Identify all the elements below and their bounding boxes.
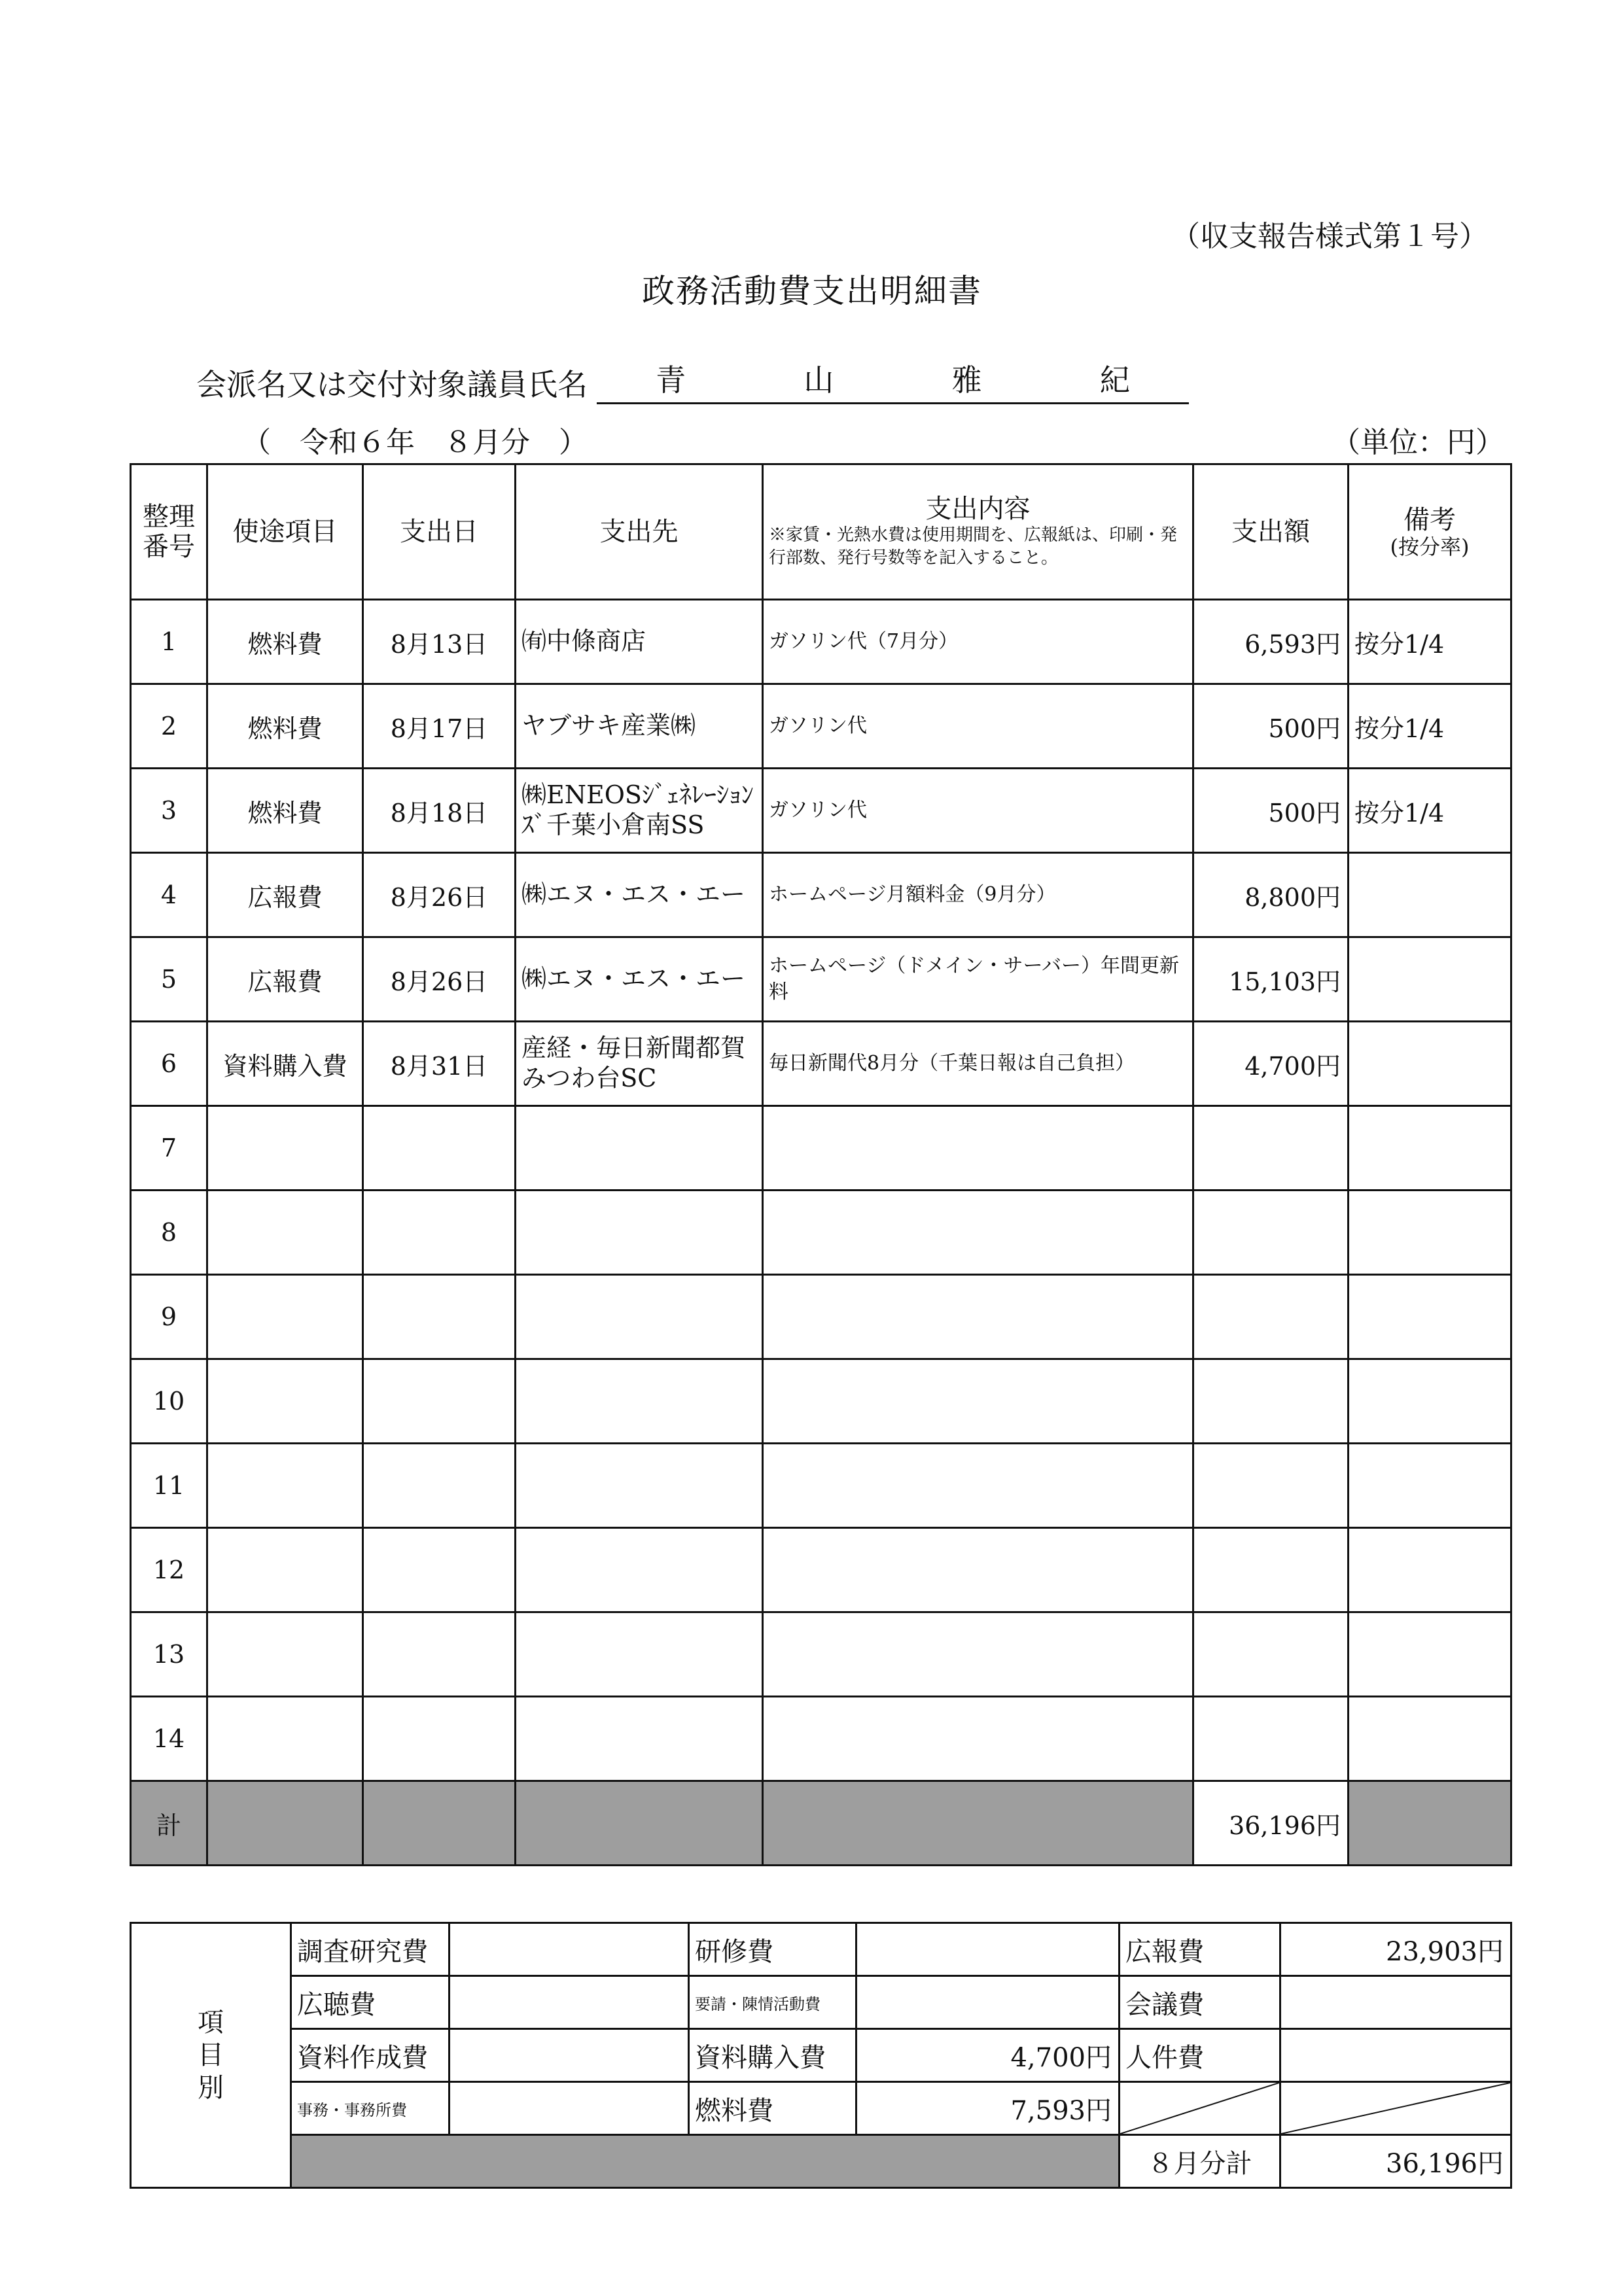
row-payee xyxy=(516,1444,763,1528)
table-row xyxy=(131,853,1511,937)
row-amount xyxy=(1193,1359,1349,1444)
row-number: 13 xyxy=(131,1612,207,1697)
table-header-row xyxy=(131,464,1511,600)
summary-label: 研修費 xyxy=(689,1923,856,1976)
summary-row xyxy=(131,1976,1511,2029)
row-content xyxy=(763,1191,1193,1275)
table-cell xyxy=(1349,1781,1511,1866)
row-amount: 4,700円 xyxy=(1193,1022,1349,1106)
row-category xyxy=(207,1444,363,1528)
row-amount xyxy=(1193,1275,1349,1359)
row-content xyxy=(763,1444,1193,1528)
summary-row xyxy=(131,2029,1511,2082)
row-category: 広報費 xyxy=(207,937,363,1022)
row-payee: ㈱ENEOSｼﾞｪﾈﾚｰｼｮﾝｽﾞ千葉小倉南SS xyxy=(516,769,763,853)
row-date xyxy=(363,1697,516,1781)
report-period: （ 令和６年 ８月分 ） xyxy=(242,426,588,459)
summary-label: 人件費 xyxy=(1120,2029,1280,2082)
row-payee: ㈱エヌ・エス・エー xyxy=(516,853,763,937)
table-row xyxy=(131,1444,1511,1528)
row-amount: 500円 xyxy=(1193,684,1349,769)
row-date xyxy=(363,1528,516,1612)
row-remarks xyxy=(1349,1697,1511,1781)
summary-label: 会議費 xyxy=(1120,1976,1280,2029)
summary-value xyxy=(856,1923,1120,1976)
row-category xyxy=(207,1697,363,1781)
row-remarks xyxy=(1349,1022,1511,1106)
summary-label: 事務・事務所費 xyxy=(291,2082,450,2135)
col-header-category: 使途項目 xyxy=(207,464,363,600)
row-content: ホームページ（ドメイン・サーバー）年間更新料 xyxy=(763,937,1193,1022)
summary-label: 広聴費 xyxy=(291,1976,450,2029)
table-cell xyxy=(207,1781,363,1866)
row-category xyxy=(207,1106,363,1191)
total-row xyxy=(131,1781,1511,1866)
row-remarks xyxy=(1349,1359,1511,1444)
summary-value: 4,700円 xyxy=(856,2029,1120,2082)
member-name-label: 会派名又は交付対象議員氏名 xyxy=(196,367,588,402)
member-name-char: 青 xyxy=(656,362,686,398)
row-remarks xyxy=(1349,853,1511,937)
summary-label: 資料購入費 xyxy=(689,2029,856,2082)
row-date xyxy=(363,1612,516,1697)
col-header-payee: 支出先 xyxy=(516,464,763,600)
row-remarks: 按分1/4 xyxy=(1349,684,1511,769)
row-date: 8月13日 xyxy=(363,600,516,684)
summary-value: 7,593円 xyxy=(856,2082,1120,2135)
row-remarks: 按分1/4 xyxy=(1349,769,1511,853)
table-row xyxy=(131,1528,1511,1612)
row-number: 10 xyxy=(131,1359,207,1444)
row-payee xyxy=(516,1612,763,1697)
content-header-title: 支出内容 xyxy=(925,493,1031,524)
row-category xyxy=(207,1612,363,1697)
row-remarks xyxy=(1349,1444,1511,1528)
summary-value xyxy=(450,2029,689,2082)
row-number: 6 xyxy=(131,1022,207,1106)
summary-value xyxy=(856,1976,1120,2029)
row-date xyxy=(363,1444,516,1528)
summary-total-row xyxy=(131,2135,1511,2188)
row-category: 燃料費 xyxy=(207,600,363,684)
row-amount xyxy=(1193,1612,1349,1697)
row-payee xyxy=(516,1191,763,1275)
row-payee xyxy=(516,1359,763,1444)
col-header-date: 支出日 xyxy=(363,464,516,600)
row-category xyxy=(207,1359,363,1444)
col-header-amount: 支出額 xyxy=(1193,464,1349,600)
row-date xyxy=(363,1359,516,1444)
crossed-out-cell xyxy=(1120,2082,1280,2135)
summary-value xyxy=(450,1976,689,2029)
monthly-total-label: ８月分計 xyxy=(1120,2135,1280,2188)
row-amount xyxy=(1193,1191,1349,1275)
table-row xyxy=(131,1022,1511,1106)
row-category: 資料購入費 xyxy=(207,1022,363,1106)
row-amount: 15,103円 xyxy=(1193,937,1349,1022)
row-category: 燃料費 xyxy=(207,769,363,853)
row-content: 毎日新聞代8月分（千葉日報は自己負担） xyxy=(763,1022,1193,1106)
diagonal-strike-icon xyxy=(1281,2083,1510,2134)
crossed-out-cell xyxy=(1280,2082,1511,2135)
table-cell xyxy=(363,1781,516,1866)
row-payee: ㈲中條商店 xyxy=(516,600,763,684)
summary-label: 調査研究費 xyxy=(291,1923,450,1976)
summary-value: 23,903円 xyxy=(1280,1923,1511,1976)
row-number: 8 xyxy=(131,1191,207,1275)
member-name-field xyxy=(597,357,1189,404)
row-payee xyxy=(516,1697,763,1781)
member-name-row xyxy=(196,357,1189,404)
summary-row xyxy=(131,1923,1511,1976)
table-row xyxy=(131,769,1511,853)
row-amount: 8,800円 xyxy=(1193,853,1349,937)
row-number: 7 xyxy=(131,1106,207,1191)
row-date: 8月26日 xyxy=(363,853,516,937)
total-amount: 36,196円 xyxy=(1193,1781,1349,1866)
row-date xyxy=(363,1106,516,1191)
table-row xyxy=(131,684,1511,769)
row-number: 2 xyxy=(131,684,207,769)
document-title: 政務活動費支出明細書 xyxy=(642,272,982,310)
table-row xyxy=(131,1275,1511,1359)
row-number: 12 xyxy=(131,1528,207,1612)
row-payee: 産経・毎日新聞都賀みつわ台SC xyxy=(516,1022,763,1106)
summary-value xyxy=(1280,2029,1511,2082)
row-payee: ㈱エヌ・エス・エー xyxy=(516,937,763,1022)
row-number: 11 xyxy=(131,1444,207,1528)
row-content xyxy=(763,1275,1193,1359)
row-date: 8月18日 xyxy=(363,769,516,853)
row-content: ガソリン代 xyxy=(763,769,1193,853)
row-amount xyxy=(1193,1697,1349,1781)
row-content xyxy=(763,1528,1193,1612)
summary-value xyxy=(1280,1976,1511,2029)
row-date: 8月17日 xyxy=(363,684,516,769)
row-remarks xyxy=(1349,1191,1511,1275)
row-category xyxy=(207,1528,363,1612)
table-row xyxy=(131,937,1511,1022)
member-name-char: 山 xyxy=(803,362,834,398)
row-content: ホームページ月額料金（9月分） xyxy=(763,853,1193,937)
row-remarks xyxy=(1349,937,1511,1022)
row-category: 広報費 xyxy=(207,853,363,937)
summary-label: 燃料費 xyxy=(689,2082,856,2135)
remarks-header-sub: (按分率) xyxy=(1390,534,1470,559)
row-amount: 500円 xyxy=(1193,769,1349,853)
summary-row xyxy=(131,2082,1511,2135)
row-content xyxy=(763,1697,1193,1781)
row-category xyxy=(207,1191,363,1275)
row-number: 9 xyxy=(131,1275,207,1359)
diagonal-strike-icon xyxy=(1120,2083,1279,2134)
summary-label: 資料作成費 xyxy=(291,2029,450,2082)
total-label: 計 xyxy=(131,1781,207,1866)
row-content xyxy=(763,1612,1193,1697)
row-category: 燃料費 xyxy=(207,684,363,769)
row-number: 14 xyxy=(131,1697,207,1781)
table-row xyxy=(131,1697,1511,1781)
summary-value xyxy=(450,2082,689,2135)
row-remarks xyxy=(1349,1106,1511,1191)
summary-side-label: 項 目 別 xyxy=(131,1923,291,2188)
monthly-total-value: 36,196円 xyxy=(1280,2135,1511,2188)
row-number: 5 xyxy=(131,937,207,1022)
row-amount: 6,593円 xyxy=(1193,600,1349,684)
row-number: 1 xyxy=(131,600,207,684)
col-header-no: 整理 番号 xyxy=(131,464,207,600)
row-date xyxy=(363,1191,516,1275)
row-content: ガソリン代（7月分） xyxy=(763,600,1193,684)
row-payee: ヤブサキ産業㈱ xyxy=(516,684,763,769)
row-date xyxy=(363,1275,516,1359)
row-remarks xyxy=(1349,1612,1511,1697)
table-cell xyxy=(763,1781,1193,1866)
content-header-note: ※家賃・光熱水費は使用期間を、広報紙は、印刷・発行部数、発行号数等を記入すること。 xyxy=(769,525,1178,568)
col-header-remarks xyxy=(1349,464,1511,600)
row-payee xyxy=(516,1528,763,1612)
remarks-header-title: 備考 xyxy=(1403,504,1456,535)
summary-label: 広報費 xyxy=(1120,1923,1280,1976)
table-cell xyxy=(516,1781,763,1866)
row-category xyxy=(207,1275,363,1359)
row-number: 4 xyxy=(131,853,207,937)
row-remarks: 按分1/4 xyxy=(1349,600,1511,684)
form-number: （収支報告様式第１号） xyxy=(1171,220,1488,253)
table-row xyxy=(131,1359,1511,1444)
row-remarks xyxy=(1349,1275,1511,1359)
table-row xyxy=(131,1612,1511,1697)
expense-table xyxy=(130,463,1512,1866)
row-remarks xyxy=(1349,1528,1511,1612)
member-name-char: 紀 xyxy=(1099,362,1130,398)
table-row xyxy=(131,1106,1511,1191)
row-payee xyxy=(516,1275,763,1359)
member-name-char: 雅 xyxy=(951,362,982,398)
col-header-content xyxy=(763,464,1193,600)
row-amount xyxy=(1193,1444,1349,1528)
row-number: 3 xyxy=(131,769,207,853)
row-amount xyxy=(1193,1106,1349,1191)
row-payee xyxy=(516,1106,763,1191)
row-content xyxy=(763,1359,1193,1444)
category-summary-table xyxy=(130,1922,1512,2189)
summary-value xyxy=(450,1923,689,1976)
table-row xyxy=(131,600,1511,684)
row-content xyxy=(763,1106,1193,1191)
row-amount xyxy=(1193,1528,1349,1612)
row-date: 8月31日 xyxy=(363,1022,516,1106)
unit-label: （単位：円） xyxy=(1332,426,1504,459)
row-content: ガソリン代 xyxy=(763,684,1193,769)
row-date: 8月26日 xyxy=(363,937,516,1022)
table-row xyxy=(131,1191,1511,1275)
summary-label: 要請・陳情活動費 xyxy=(689,1976,856,2029)
shaded-cell xyxy=(291,2135,1120,2188)
